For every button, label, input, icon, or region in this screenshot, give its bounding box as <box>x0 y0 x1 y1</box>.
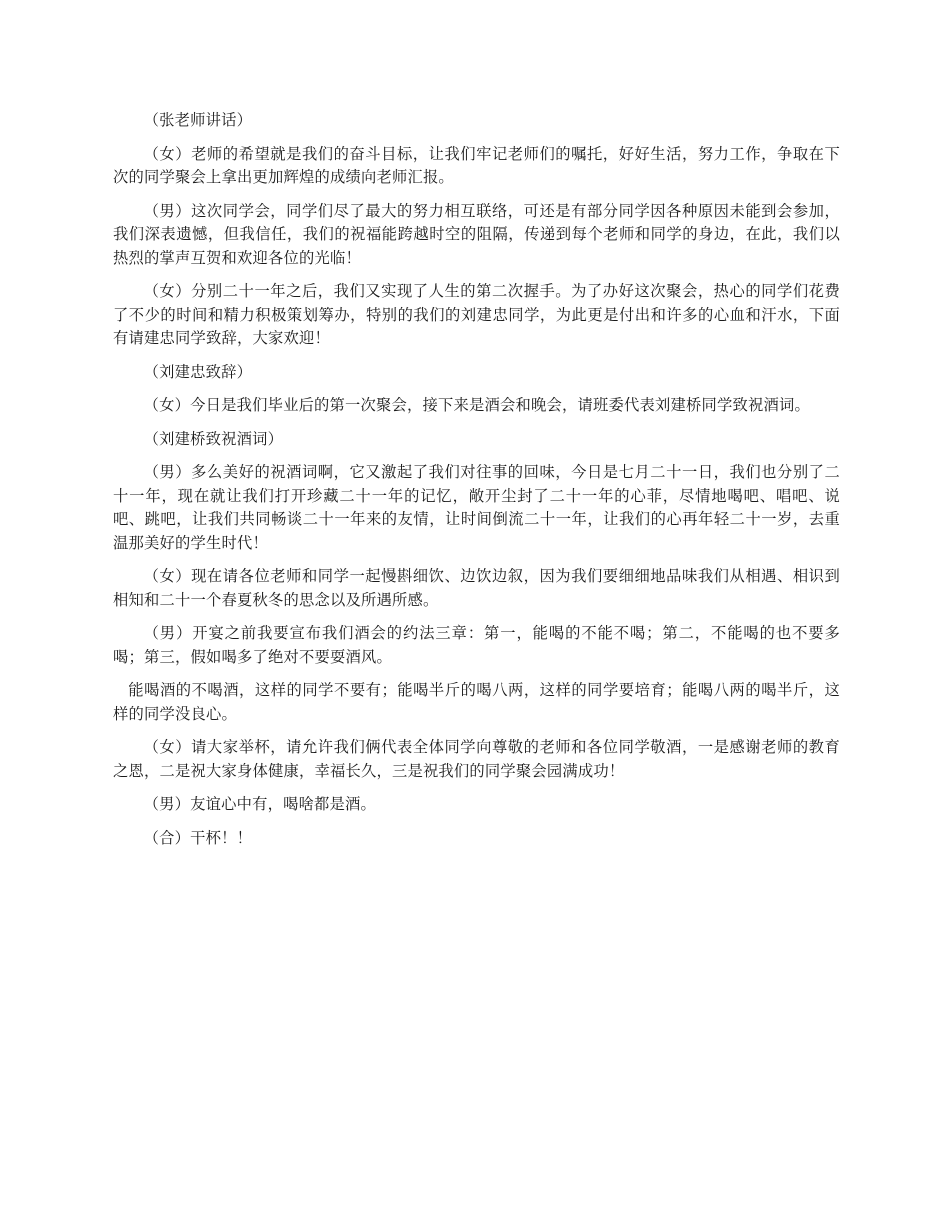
paragraph-male-toast-response: （男）多么美好的祝酒词啊，它又激起了我们对往事的回味，今日是七月二十一日，我们也分别了二十一年，现在就让我们打开珍藏二十一年的记忆，敞开尘封了二十一年的心菲，尽情地喝吧、唱吧、说吧、跳吧，让我们共同畅谈二十一年来的友情，让时间倒流二十一年，让我们的心再年轻二十一岁，去重温那美好的学生时代！ <box>113 463 840 552</box>
paragraph-male-three-rules: （男）开宴之前我要宣布我们酒会的约法三章：第一，能喝的不能不喝；第二，不能喝的也不要多喝；第三，假如喝多了绝对不要耍酒风。 <box>113 624 840 666</box>
paragraph-female-twenty-one-years: （女）分别二十一年之后，我们又实现了人生的第二次握手。为了办好这次聚会，热心的同学们花费了不少的时间和精力积极策划筹办，特别的我们的刘建忠同学，为此更是付出和许多的心血和汗水，下面有请建忠同学致辞，大家欢迎！ <box>113 282 840 347</box>
paragraph-liu-jianqiao-toast: （刘建桥致祝酒词） <box>143 429 284 448</box>
paragraph-male-reunion: （男）这次同学会，同学们尽了最大的努力相互联络，可还是有部分同学因各种原因未能到会参加，我们深表遗憾，但我信任，我们的祝福能跨越时空的阻隔，传递到每个老师和同学的身边，在此，我们以热烈的掌声互贺和欢迎各位的光临！ <box>113 201 840 267</box>
paragraph-female-first-gathering: （女）今日是我们毕业后的第一次聚会，接下来是酒会和晚会，请班委代表刘建桥同学致祝酒词。 <box>143 396 810 414</box>
paragraph-zhang-teacher-speech: （张老师讲话） <box>143 111 253 129</box>
paragraph-together-cheers: （合）干杯！！ <box>143 828 253 847</box>
document-body <box>113 109 840 860</box>
paragraph-liu-jianzhong-speech: （刘建忠致辞） <box>143 362 253 381</box>
paragraph-male-friendship: （男）友谊心中有，喝啥都是酒。 <box>143 795 377 813</box>
paragraph-drinking-rhyme: 能喝酒的不喝酒，这样的同学不要有；能喝半斤的喝八两，这样的同学要培育；能喝八两的喝半斤，这样的同学没良心。 <box>113 681 840 723</box>
paragraph-female-teacher-hope: （女）老师的希望就是我们的奋斗目标，让我们牢记老师们的嘱托，好好生活，努力工作，争取在下次的同学聚会上拿出更加辉煌的成绩向老师汇报。 <box>113 144 840 186</box>
paragraph-female-drink-slowly: （女）现在请各位老师和同学一起慢斟细饮、边饮边叙，因为我们要细细地品味我们从相遇、相识到相知和二十一个春夏秋冬的思念以及所遇所感。 <box>113 567 840 609</box>
paragraph-female-raise-glasses: （女）请大家举杯，请允许我们俩代表全体同学向尊敬的老师和各位同学敬酒，一是感谢老师的教育之恩，二是祝大家身体健康，幸福长久，三是祝我们的同学聚会园满成功！ <box>113 738 840 780</box>
